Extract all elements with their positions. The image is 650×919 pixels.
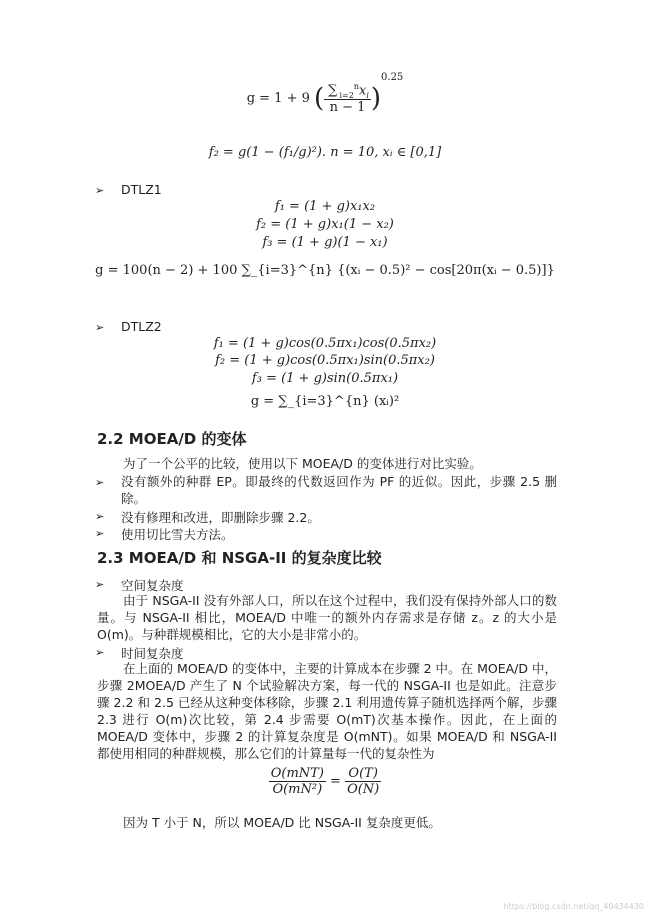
formula-f2-zdt: f₂ = g(1 − (f₁/g)²). n = 10, xᵢ ∈ [0,1]: [208, 145, 442, 160]
space-complexity-text: 由于 NSGA-II 没有外部人口，所以在这个过程中，我们没有保持外部人口的数量。与 NSGA-II 相比，MOEA/D 中唯一的额外内存需求是存储 z。z 的大小是 O(m)。与种群规模相比，它的大小是非常小的。: [97, 593, 557, 642]
label-dtlz2: DTLZ2: [121, 319, 162, 334]
section22-intro: 为了一个公平的比较，使用以下 MOEA/D 的变体进行对比实验。: [123, 456, 482, 471]
space-complexity-label: 空间复杂度: [121, 578, 184, 593]
dtlz2-f2: f₂ = (1 + g)cos(0.5πx₁)sin(0.5πx₂): [215, 353, 435, 368]
dtlz2-g: g = ∑_{i=3}^{n} (xᵢ)²: [250, 394, 400, 409]
heading-2-2: 2.2 MOEA/D 的变体: [97, 430, 247, 448]
bullet-arrow-icon: ➢: [95, 527, 105, 540]
time-complexity-text: 在上面的 MOEA/D 的变体中，主要的计算成本在步骤 2 中。在 MOEA/D 中，步骤 2MOEA/D 产生了 N 个试验解决方案，每一代的 NSGA-II 也是如此。注意步骤 2.2 和 2.5 已经从这种变体移除，步骤 2.1 利用遗传算子随机选择两个解，步骤 2.3 进行 O(m)次比较，第 2.4 步需要 O(mT)次基本操作。因此，在上面的 MOEA/D 变体中，步骤 2 的计算复杂度是 O(mNT)。如果 MOEA/D 和 NSGA-II 都使用相同的种群规模，那么它们的计算量每一代的复杂性为: [97, 661, 557, 761]
dtlz1-f2: f₂ = (1 + g)x₁(1 − x₂): [256, 217, 394, 232]
section22-bullet-3: 使用切比雪夫方法。: [121, 527, 234, 542]
bullet-arrow-icon: ➢: [95, 578, 105, 591]
bullet-arrow-icon: ➢: [95, 184, 105, 197]
bullet-arrow-icon: ➢: [95, 476, 105, 489]
dtlz2-f3: f₃ = (1 + g)sin(0.5πx₁): [251, 371, 399, 386]
section22-bullet-2: 没有修理和改进，即删除步骤 2.2。: [121, 510, 320, 525]
heading-2-3: 2.3 MOEA/D 和 NSGA-II 的复杂度比较: [97, 549, 382, 567]
bullet-arrow-icon: ➢: [95, 510, 105, 523]
formula-g-zdt: g = 1 + 9 ( $\frac{\sum _{i=2}^nx_i}{n - 1}$ )$^{0.25}$: [246, 72, 404, 116]
dtlz1-f1: f₁ = (1 + g)x₁x₂: [274, 199, 376, 214]
bullet-arrow-icon: ➢: [95, 321, 105, 334]
watermark: https://blog.csdn.net/qq_40434430: [503, 902, 644, 911]
dtlz1-g: g = 100(n − 2) + 100 ∑_{i=3}^{n} {(xᵢ − 0.5)² − cos[20π(xᵢ − 0.5)]}: [95, 263, 555, 278]
bullet-arrow-icon: ➢: [95, 646, 105, 659]
conclusion-text: 因为 T 小于 N，所以 MOEA/D 比 NSGA-II 复杂度更低。: [123, 815, 441, 830]
label-dtlz1: DTLZ1: [121, 182, 162, 197]
time-complexity-label: 时间复杂度: [121, 646, 184, 661]
section22-bullet-1: 没有额外的种群 EP。即最终的代数返回作为 PF 的近似。因此，步骤 2.5 删除。: [121, 474, 557, 506]
dtlz1-f3: f₃ = (1 + g)(1 − x₁): [262, 235, 388, 250]
complexity-equation: $\frac{\text{O(mNT)}}{\text{O(mN²)}}$ = $\frac{O(T)}{O(N)}$: [270, 766, 380, 797]
dtlz2-f1: f₁ = (1 + g)cos(0.5πx₁)cos(0.5πx₂): [213, 336, 437, 351]
